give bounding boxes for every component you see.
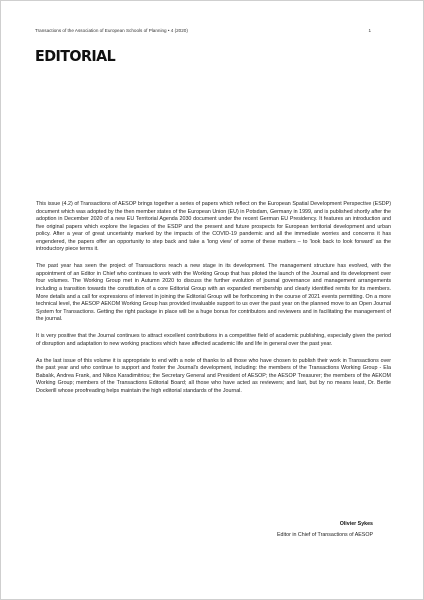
paragraph-2: The past year has seen the project of Transactions reach a new stage in its development. The management structure has evolved, with the appointment of an Editor in Chief who continues to work with the Working Group that has piloted the launch of the Journal and its development over four volumes. The Working Group met in Autumn 2020 to discuss the further evolution of journal governance and management arrangements including a transition towards the constitution of a core Editorial Group with an expanded membership and clearly identified remits for its members. More details and a call for expressions of interest in joining the Editorial Group will be forthcoming in the course of 2021 events permitting. On a more technical level, the AESOP AEKOM Working Group has provided invaluable support to us over the past year on the planned move to an Open Journal System for Transactions. Getting the right package in place will be a huge bonus for contributors and reviewers and in facilitating the management of the journal. — [36, 263, 391, 323]
page-number: 1 — [368, 28, 371, 33]
page-title: EDITORIAL — [35, 47, 116, 65]
running-header: Transactions of the Association of European Schools of Planning • 4 (2020) — [35, 28, 188, 33]
signature-block — [277, 521, 373, 538]
author-name: Olivier Sykes — [339, 521, 373, 527]
paragraph-4: As the last issue of this volume it is appropriate to end with a note of thanks to all those who have chosen to publish their work in Transactions over the past year and who continue to support and foster the Journal's development, including: the members of the Transactions Working Group - Ela Babalık, Andrea Frank, and Nikos Karadimitriou; the Secretary General and President of AESOP; the AESOP Treasurer; the members of the AEKOM Working Group; members of the Transactions Editorial Board; all those who have acted as reviewers; and last, but by no means least, Dr. Bertie Dockerill whose proofreading helps maintain the high editorial standards of the Journal. — [36, 357, 391, 394]
editorial-body — [36, 201, 391, 405]
paragraph-3: It is very positive that the Journal continues to attract excellent contributions in a competitive field of academic publishing, especially given the period of disruption and adaptation to new working practices which have affected academic life and life in general over the past year. — [36, 333, 391, 347]
paragraph-1: This issue (4.2) of Transactions of AESOP brings together a series of papers which reflect on the European Spatial Development Perspective (ESDP) document which was adopted by the then member states of the European Union (EU) in Potsdam, Germany in 1999, and is published shortly after the adoption in December 2020 of a new EU Territorial Agenda 2030 document under the recent German EU Presidency. It features an introduction and five original papers which explore the legacies of the ESDP and the present and future prospects for European territorial development and urban policy. After a year of great uncertainty marked by the impacts of the COVID-19 pandemic and all the immediate worries and concerns it has engendered, the papers offer an opportunity to step back and take a 'long view' of some of these matters – to 'look back to look forward' as the introductory piece terms it. — [36, 201, 391, 253]
author-role: Editor in Chief of Transactions of AESOP — [277, 532, 373, 538]
